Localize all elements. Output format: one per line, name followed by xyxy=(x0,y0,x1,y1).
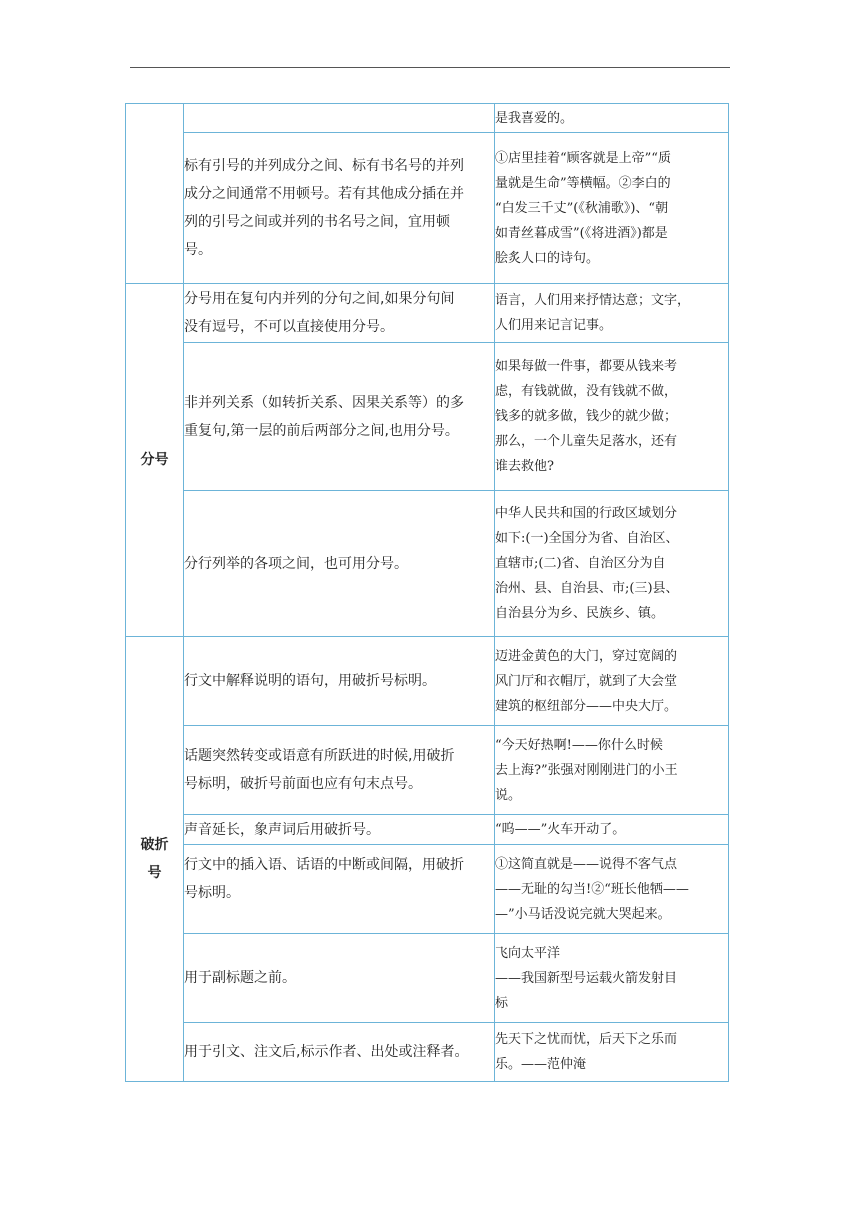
example-line: 如下:(一)全国分为省、自治区、 xyxy=(495,531,679,546)
example-line: 如青丝暮成雪”(《将进酒》)都是 xyxy=(495,225,668,241)
rule-line: 分号用在复句内并列的分句之间,如果分句间 xyxy=(184,291,455,307)
table-row xyxy=(126,815,729,845)
example-cell xyxy=(495,815,729,845)
table-row xyxy=(126,637,729,726)
example-line: 是我喜爱的。 xyxy=(495,110,574,126)
example-line: 那么，一个儿童失足落水，还有 xyxy=(495,434,678,449)
rule-cell xyxy=(184,133,495,284)
example-cell xyxy=(495,637,729,726)
example-line: 建筑的枢纽部分——中央大厅。 xyxy=(495,698,678,714)
example-line: 钱多的就多做，钱少的就少做； xyxy=(495,409,678,424)
rule-line: 号标明。 xyxy=(184,885,240,901)
rule-line: 标有引号的并列成分之间、标有书名号的并列 xyxy=(184,158,464,174)
table-row xyxy=(126,284,729,343)
category-cell xyxy=(126,104,184,284)
rule-cell xyxy=(184,845,495,934)
example-cell xyxy=(495,284,729,343)
rule-line: 声音延长，象声词后用破折号。 xyxy=(184,821,380,838)
rule-cell xyxy=(184,815,495,845)
punctuation-table xyxy=(125,103,729,1082)
example-line: ——我国新型号运载火箭发射目 xyxy=(495,970,678,986)
example-line: 直辖市;(二)省、自治区分为自 xyxy=(495,556,666,571)
example-line: 如果每做一件事，都要从钱来考 xyxy=(495,359,678,374)
table-row xyxy=(126,726,729,815)
example-line: 虑，有钱就做，没有钱就不做， xyxy=(495,384,678,399)
rule-cell xyxy=(184,284,495,343)
rule-line: 用于引文、注文后,标示作者、出处或注释者。 xyxy=(184,1044,469,1060)
table-row xyxy=(126,934,729,1023)
example-line: 谁去救他? xyxy=(495,459,554,474)
rule-line: 重复句,第一层的前后两部分之间,也用分号。 xyxy=(184,422,459,439)
rule-cell xyxy=(184,934,495,1023)
table-row xyxy=(126,343,729,491)
example-line: 治州、县、自治县、市;(三)县、 xyxy=(495,581,679,596)
example-line: “今天好热啊!——你什么时候 xyxy=(495,737,663,753)
category-label: 破折 xyxy=(140,837,169,853)
rule-line: 用于副标题之前。 xyxy=(184,970,296,986)
example-cell xyxy=(495,104,729,133)
example-cell xyxy=(495,934,729,1023)
example-line: 风门厅和衣帽厅，就到了大会堂 xyxy=(495,673,678,689)
table-row xyxy=(126,1023,729,1082)
example-cell xyxy=(495,1023,729,1082)
rule-line: 话题突然转变或语意有所跃进的时候,用破折 xyxy=(184,748,455,764)
rule-cell xyxy=(184,343,495,491)
example-line: 标 xyxy=(495,995,509,1011)
example-line: 自治县分为乡、民族乡、镇。 xyxy=(495,606,665,621)
rule-line: 列的引号之间或并列的书名号之间，宜用顿 xyxy=(184,214,450,230)
category-label: 号 xyxy=(147,865,162,881)
rule-line: 行文中的插入语、话语的中断或间隔，用破折 xyxy=(184,857,464,873)
rule-line: 没有逗号，不可以直接使用分号。 xyxy=(184,319,394,335)
example-line: 飞向太平洋 xyxy=(495,945,561,961)
example-line: —”小马话没说完就大哭起来。 xyxy=(495,906,671,922)
example-line: 人们用来记言记事。 xyxy=(495,318,613,333)
example-line: 去上海?”张强对刚刚进门的小王 xyxy=(495,762,678,778)
example-line: “白发三千丈”(《秋浦歌》)、“朝 xyxy=(495,200,669,216)
rule-cell xyxy=(184,1023,495,1082)
rule-line: 行文中解释说明的语句，用破折号标明。 xyxy=(184,673,436,689)
example-cell xyxy=(495,133,729,284)
table-row xyxy=(126,845,729,934)
example-line: 语言，人们用来抒情达意；文字， xyxy=(495,293,691,308)
category-cell xyxy=(126,637,184,1082)
example-line: 先天下之忧而忧，后天下之乐而 xyxy=(495,1032,678,1047)
example-line: 脍炙人口的诗句。 xyxy=(495,250,600,266)
rule-line: 成分之间通常不用顿号。若有其他成分插在并 xyxy=(184,186,464,202)
example-line: ①店里挂着“顾客就是上帝”“质 xyxy=(495,150,671,166)
category-label: 分号 xyxy=(140,452,169,468)
rule-cell xyxy=(184,726,495,815)
rule-line: 号。 xyxy=(184,242,212,258)
example-line: 中华人民共和国的行政区域划分 xyxy=(495,506,678,521)
example-cell xyxy=(495,726,729,815)
rule-line: 非并列关系（如转折关系、因果关系等）的多 xyxy=(184,394,464,411)
example-line: 量就是生命”等横幅。②李白的 xyxy=(495,175,671,191)
rule-cell xyxy=(184,491,495,637)
header-rule xyxy=(130,67,730,68)
table-row xyxy=(126,491,729,637)
table-row xyxy=(126,104,729,133)
rule-line: 号标明，破折号前面也应有句末点号。 xyxy=(184,776,422,792)
example-cell xyxy=(495,343,729,491)
table-row xyxy=(126,133,729,284)
example-line: ——无耻的勾当!②“班长他牺—— xyxy=(495,881,689,897)
rule-line: 分行列举的各项之间，也可用分号。 xyxy=(184,555,408,572)
example-line: 迈进金黄色的大门，穿过宽阔的 xyxy=(495,648,678,664)
example-line: 说。 xyxy=(495,787,522,803)
example-cell xyxy=(495,845,729,934)
example-line: ①这简直就是——说得不客气点 xyxy=(495,856,678,872)
rule-cell xyxy=(184,104,495,133)
example-line: “呜——”火车开动了。 xyxy=(495,822,626,837)
example-line: 乐。——范仲淹 xyxy=(495,1057,587,1072)
category-cell xyxy=(126,284,184,637)
rule-cell xyxy=(184,637,495,726)
example-cell xyxy=(495,491,729,637)
